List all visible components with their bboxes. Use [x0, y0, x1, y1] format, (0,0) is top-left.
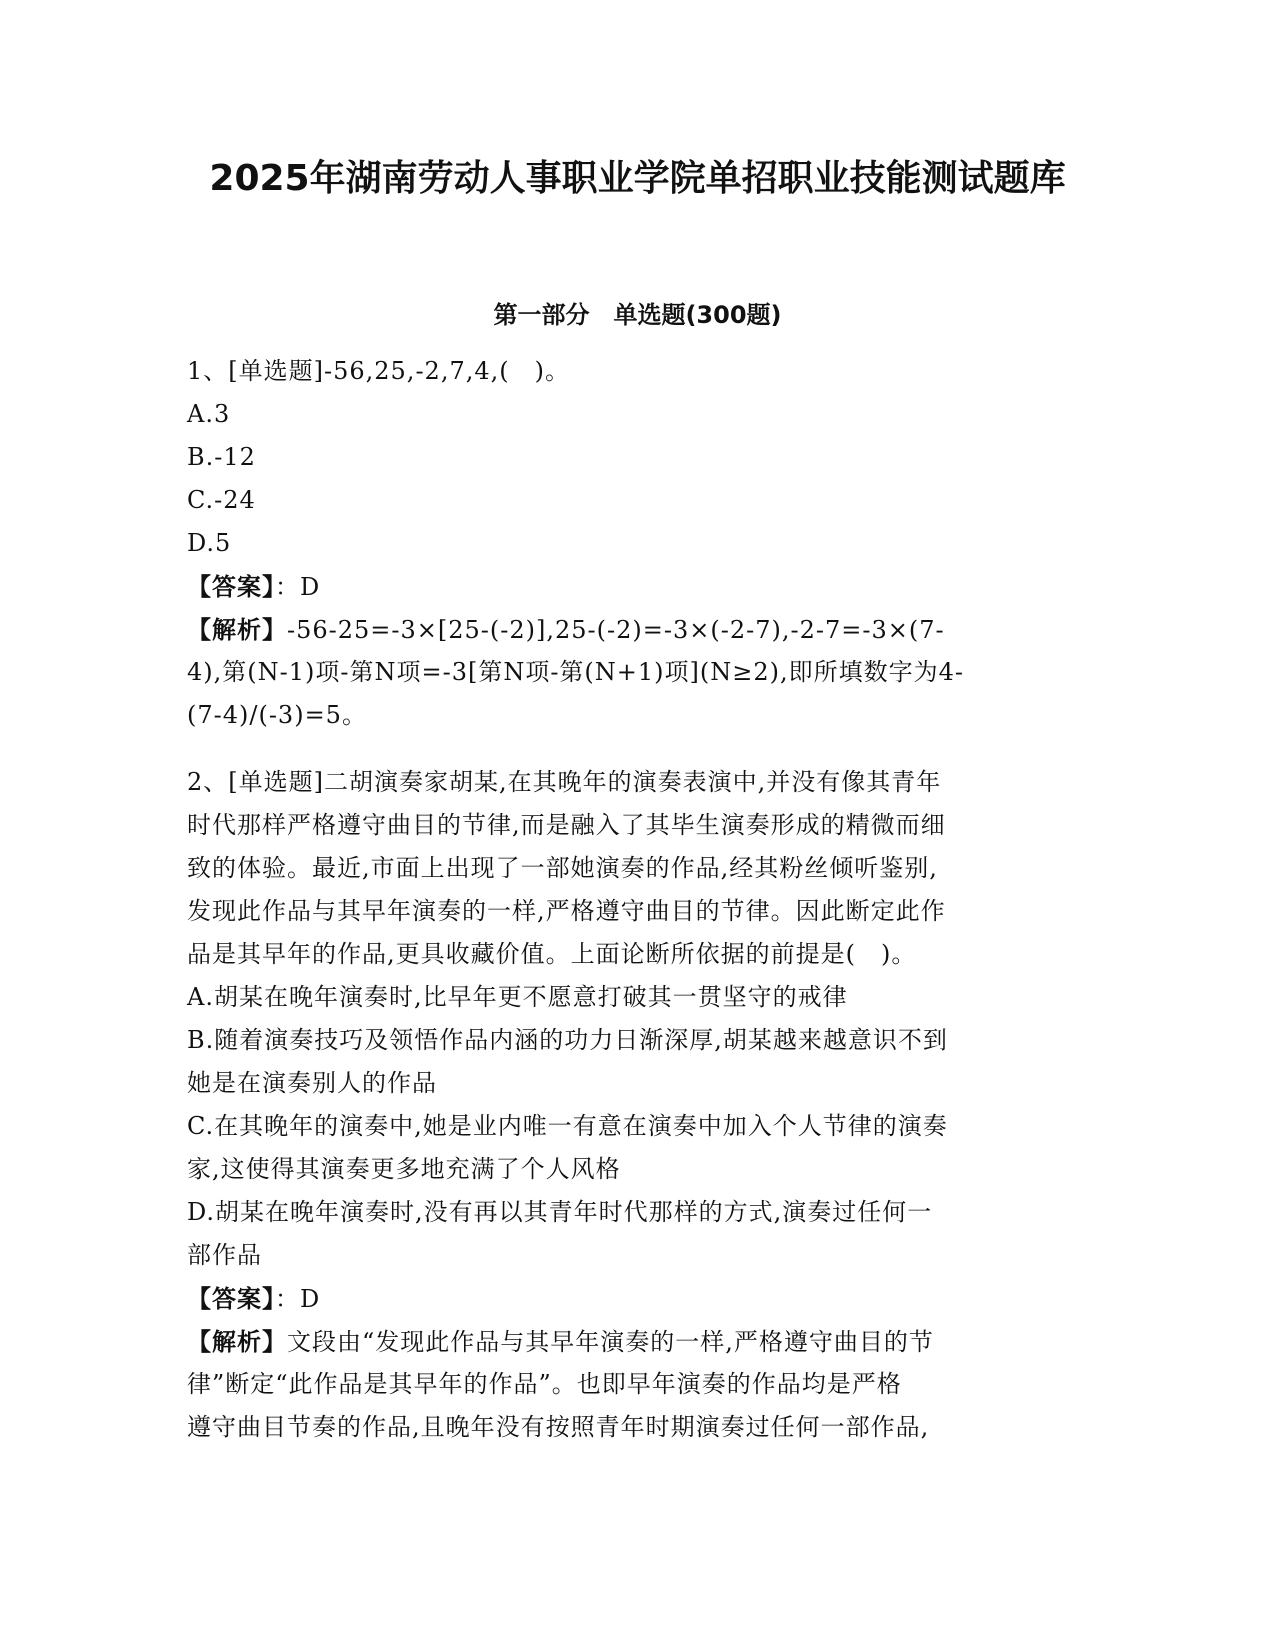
question-stem-line: 2、[单选题]二胡演奏家胡某,在其晚年的演奏表演中,并没有像其青年 [187, 768, 942, 796]
question-block [187, 350, 1087, 737]
analysis-line [187, 694, 1087, 737]
section-title: 第一部分 单选题(300题) [493, 301, 782, 329]
answer-option-line: 家,这使得其演奏更多地充满了个人风格 [187, 1155, 621, 1183]
answer-option-line: 她是在演奏别人的作品 [187, 1069, 437, 1097]
answer-option-line: D.胡某在晚年演奏时,没有再以其青年时代那样的方式,演奏过任何一 [187, 1198, 933, 1226]
answer-option-line: D.5 [187, 529, 232, 557]
analysis-text: 4),第(N-1)项-第N项=-3[第N项-第(N+1)项](N≥2),即所填数字为4- [187, 658, 965, 686]
answer-label: 【答案】 [187, 1284, 275, 1313]
answer-option-line: B.随着演奏技巧及领悟作品内涵的功力日渐深厚,胡某越来越意识不到 [187, 1026, 948, 1054]
answer-row [187, 1277, 1087, 1320]
analysis-text: (7-4)/(-3)=5。 [187, 701, 367, 729]
analysis-text: 律”断定“此作品是其早年的作品”。也即早年演奏的作品均是严格 [187, 1370, 902, 1398]
analysis-text: 遵守曲目节奏的作品,且晚年没有按照青年时期演奏过任何一部作品, [187, 1413, 930, 1441]
analysis-text: -56-25=-3×[25-(-2)],25-(-2)=-3×(-2-7),-2-7=-3×(7- [287, 616, 945, 644]
question-stem-line: 品是其早年的作品,更具收藏价值。上面论断所依据的前提是( )。 [187, 940, 917, 968]
question-spacer [187, 737, 1087, 761]
answer-option-line: 部作品 [187, 1241, 262, 1269]
answer-option-line: B.-12 [187, 443, 256, 471]
analysis-line [187, 608, 1087, 651]
answer-label: 【答案】 [187, 572, 275, 601]
analysis-line [187, 651, 1087, 694]
answer-option-line: A.3 [187, 400, 231, 428]
question-stem-line: 1、[单选题]-56,25,-2,7,4,( )。 [187, 357, 570, 385]
analysis-line [187, 1406, 1087, 1449]
analysis-label: 【解析】 [187, 1327, 287, 1356]
question-block [187, 761, 1087, 1449]
analysis-text: 文段由“发现此作品与其早年演奏的一样,严格遵守曲目的节 [287, 1328, 934, 1356]
question-stem-line: 发现此作品与其早年演奏的一样,严格遵守曲目的节律。因此断定此作 [187, 897, 946, 925]
analysis-line [187, 1320, 1087, 1363]
answer-option-line: C.在其晚年的演奏中,她是业内唯一有意在演奏中加入个人节律的演奏 [187, 1112, 948, 1140]
question-stem-line: 致的体验。最近,市面上出现了一部她演奏的作品,经其粉丝倾听鉴别, [187, 854, 938, 882]
answer-option-line: A.胡某在晚年演奏时,比早年更不愿意打破其一贯坚守的戒律 [187, 983, 848, 1011]
analysis-line [187, 1363, 1087, 1406]
answer-option-line: C.-24 [187, 486, 256, 514]
analysis-label: 【解析】 [187, 615, 287, 644]
answer-value: ：D [275, 1285, 321, 1313]
answer-value: ：D [275, 573, 321, 601]
question-stem-line: 时代那样严格遵守曲目的节律,而是融入了其毕生演奏形成的精微而细 [187, 811, 946, 839]
question-list [187, 350, 1087, 1449]
document-title: 2025年湖南劳动人事职业学院单招职业技能测试题库 [209, 158, 1066, 199]
answer-row [187, 565, 1087, 608]
